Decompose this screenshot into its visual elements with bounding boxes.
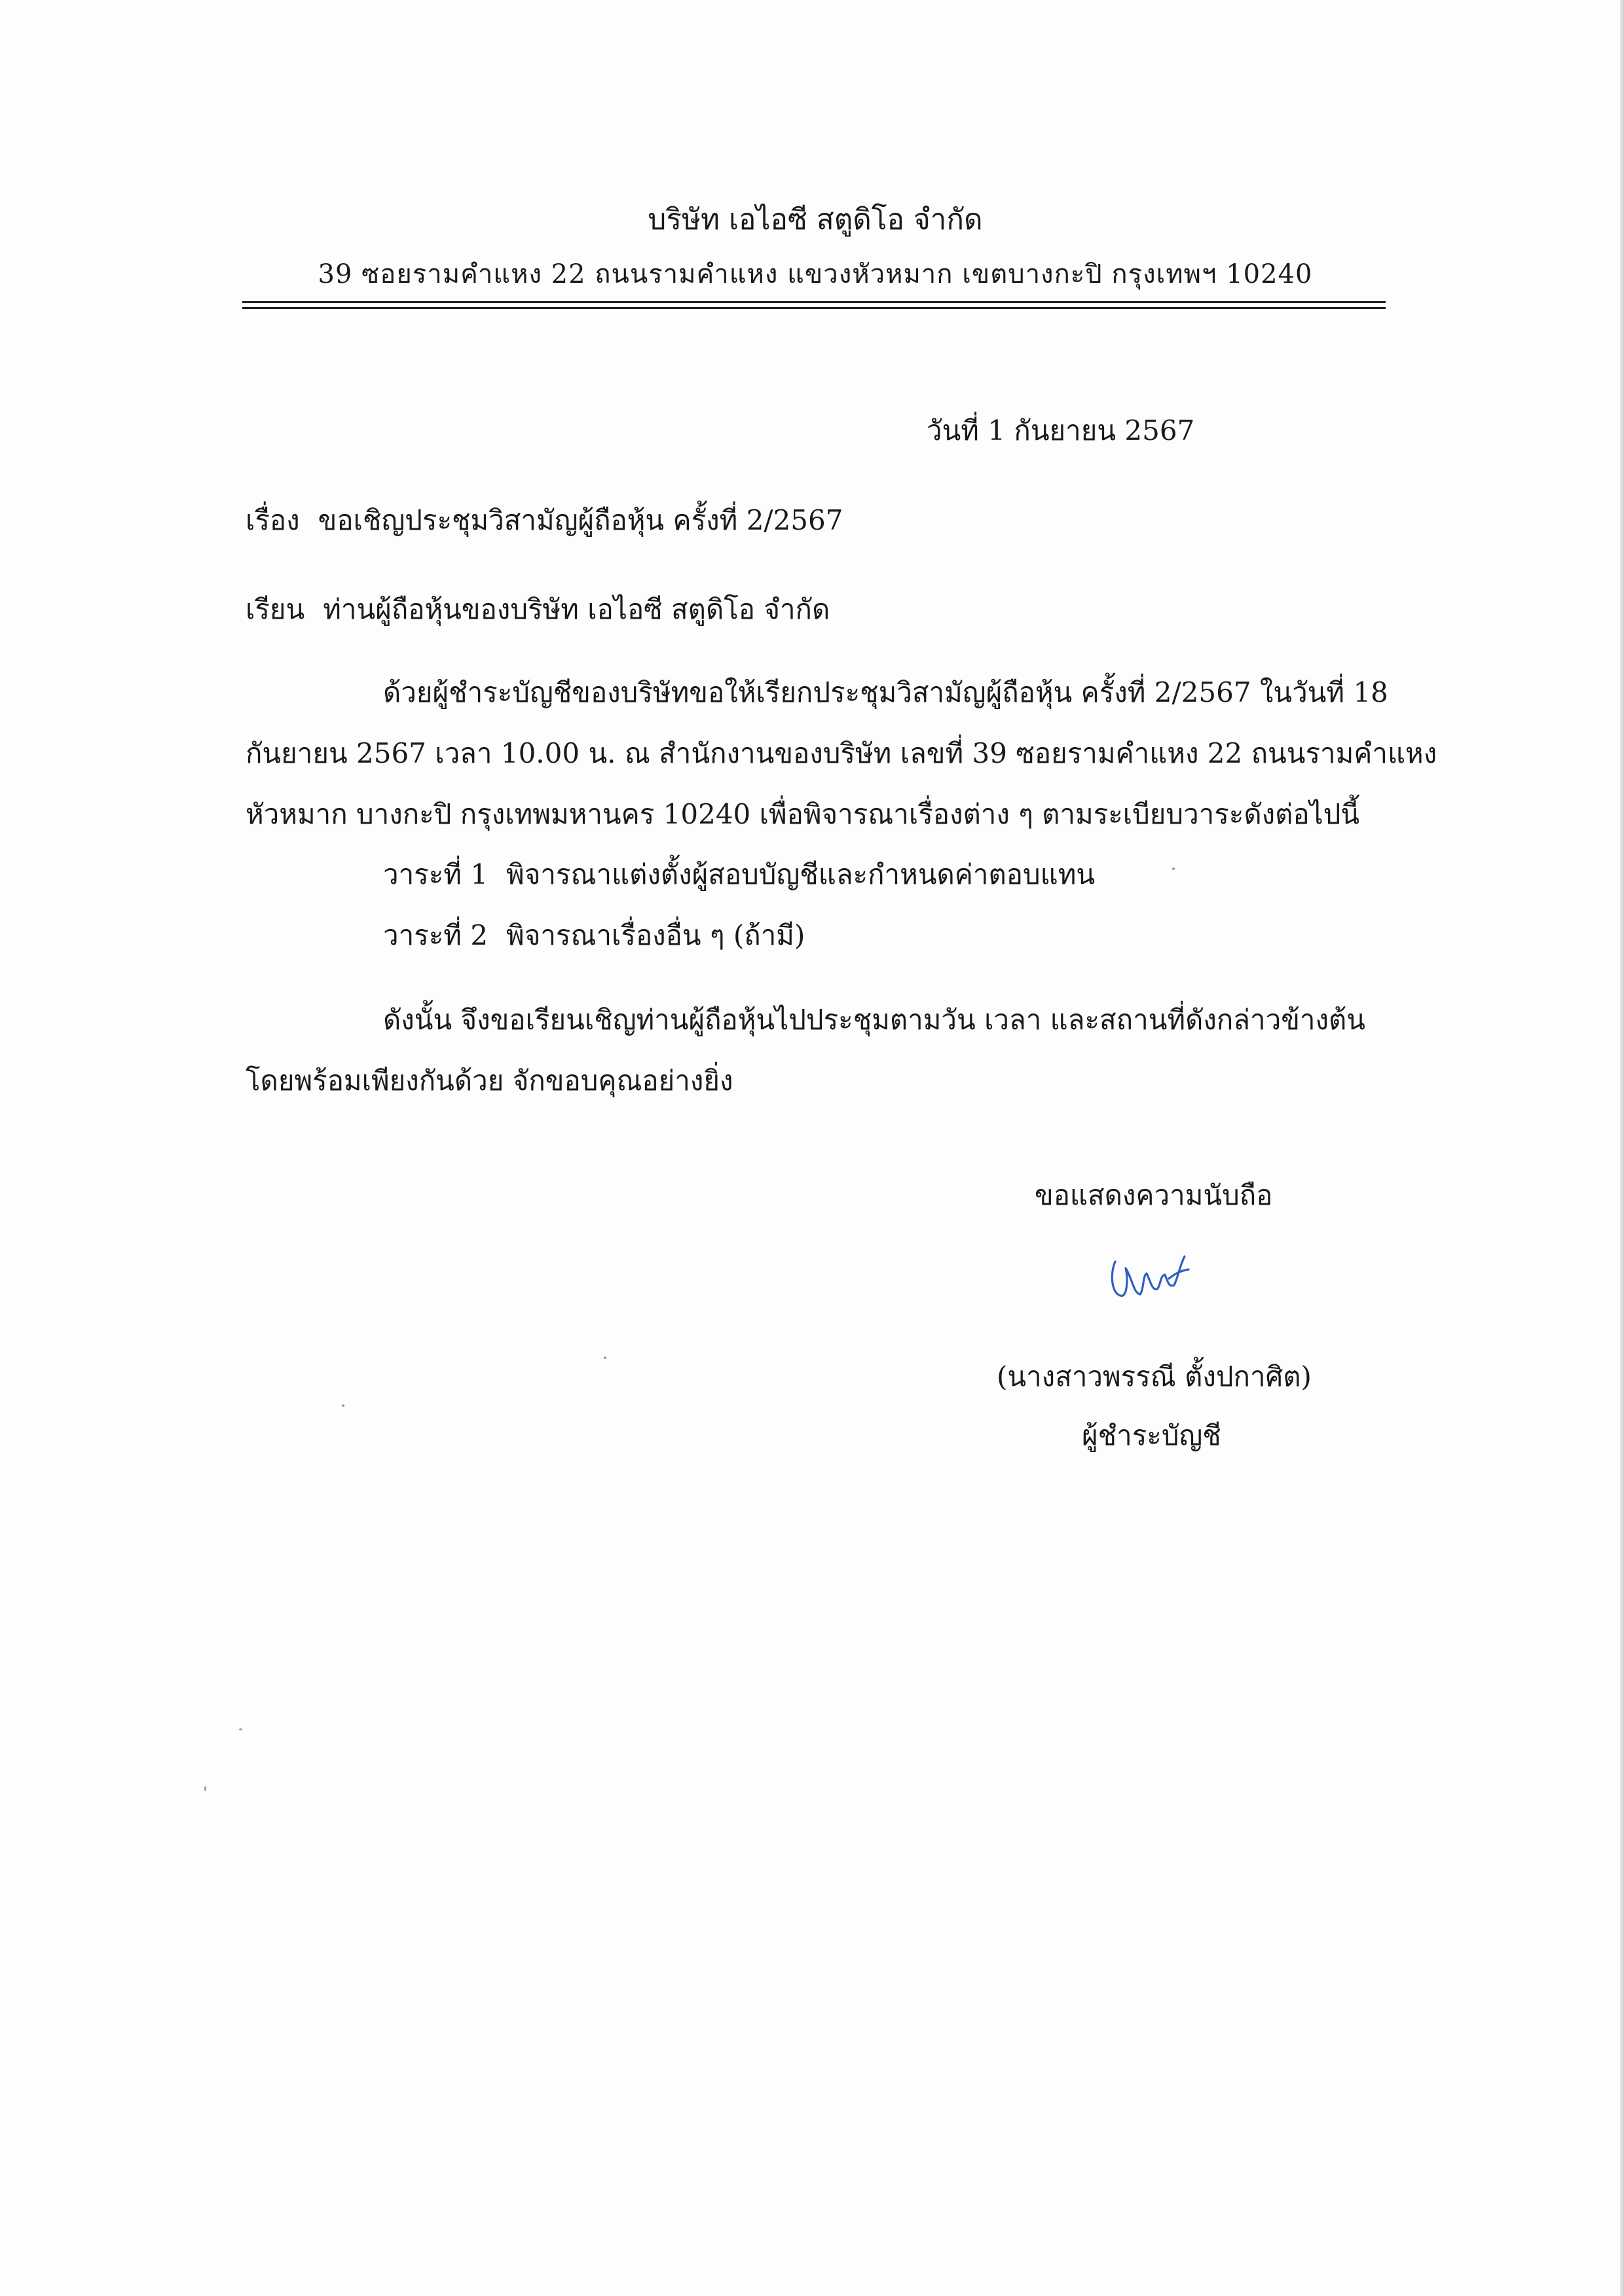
paragraph-line: ดังนั้น จึงขอเรียนเชิญท่านผู้ถือหุ้นไปประชุมตามวัน เวลา และสถานที่ดังกล่าวข้างต้น	[383, 1004, 1366, 1036]
agenda-label: วาระที่ 1	[383, 858, 489, 890]
company-address: 39 ซอยรามคำแหง 22 ถนนรามคำแหง แขวงหัวหมาก เขตบางกะปิ กรุงเทพฯ 10240	[318, 259, 1313, 289]
agenda-text: พิจารณาเรื่องอื่น ๆ (ถ้ามี)	[506, 919, 805, 951]
scan-speck	[604, 1357, 606, 1359]
signer-name: (นางสาวพรรณี ตั้งปกาศิต)	[997, 1360, 1312, 1393]
scan-speck	[1172, 867, 1175, 870]
scan-speck	[342, 1404, 344, 1407]
paragraph-line: กันยายน 2567 เวลา 10.00 น. ณ สำนักงานของบริษัท เลขที่ 39 ซอยรามคำแหง 22 ถนนรามคำแหง	[246, 737, 1437, 769]
scan-speck	[239, 1728, 242, 1730]
letter-date: วันที่ 1 กันยายน 2567	[927, 414, 1195, 446]
scan-speck	[204, 1786, 206, 1791]
agenda-text: พิจารณาแต่งตั้งผู้สอบบัญชีและกำหนดค่าตอบแทน	[506, 858, 1096, 890]
paragraph-line: ด้วยผู้ชำระบัญชีของบริษัทขอให้เรียกประชุมวิสามัญผู้ถือหุ้น ครั้งที่ 2/2567 ในวันที่ 18	[383, 676, 1388, 708]
letterhead-rule-bottom	[242, 307, 1386, 309]
letterhead-rule-top	[242, 301, 1386, 303]
agenda-label: วาระที่ 2	[383, 919, 489, 951]
scan-edge	[1620, 0, 1624, 2296]
salutation-label: เรียน	[246, 593, 305, 625]
signer-title: ผู้ชำระบัญชี	[1082, 1419, 1221, 1451]
subject-label: เรื่อง	[246, 504, 300, 536]
paragraph-line: หัวหมาก บางกะปิ กรุงเทพมหานคร 10240 เพื่อพิจารณาเรื่องต่าง ๆ ตามระเบียบวาระดังต่อไปนี้	[246, 798, 1360, 830]
salutation-text: ท่านผู้ถือหุ้นของบริษัท เอไอซี สตูดิโอ จำกัด	[323, 593, 830, 625]
agenda-item	[383, 914, 805, 957]
paragraph-line: โดยพร้อมเพียงกันด้วย จักขอบคุณอย่างยิ่ง	[246, 1065, 733, 1097]
subject-line	[246, 499, 843, 542]
closing-text: ขอแสดงความนับถือ	[1035, 1179, 1273, 1211]
subject-text: ขอเชิญประชุมวิสามัญผู้ถือหุ้น ครั้งที่ 2/2567	[318, 504, 843, 536]
handwritten-signature	[1103, 1247, 1202, 1306]
salutation-line	[246, 588, 830, 631]
company-name: บริษัท เอไอซี สตูดิโอ จำกัด	[648, 203, 983, 236]
agenda-item	[383, 853, 1095, 896]
